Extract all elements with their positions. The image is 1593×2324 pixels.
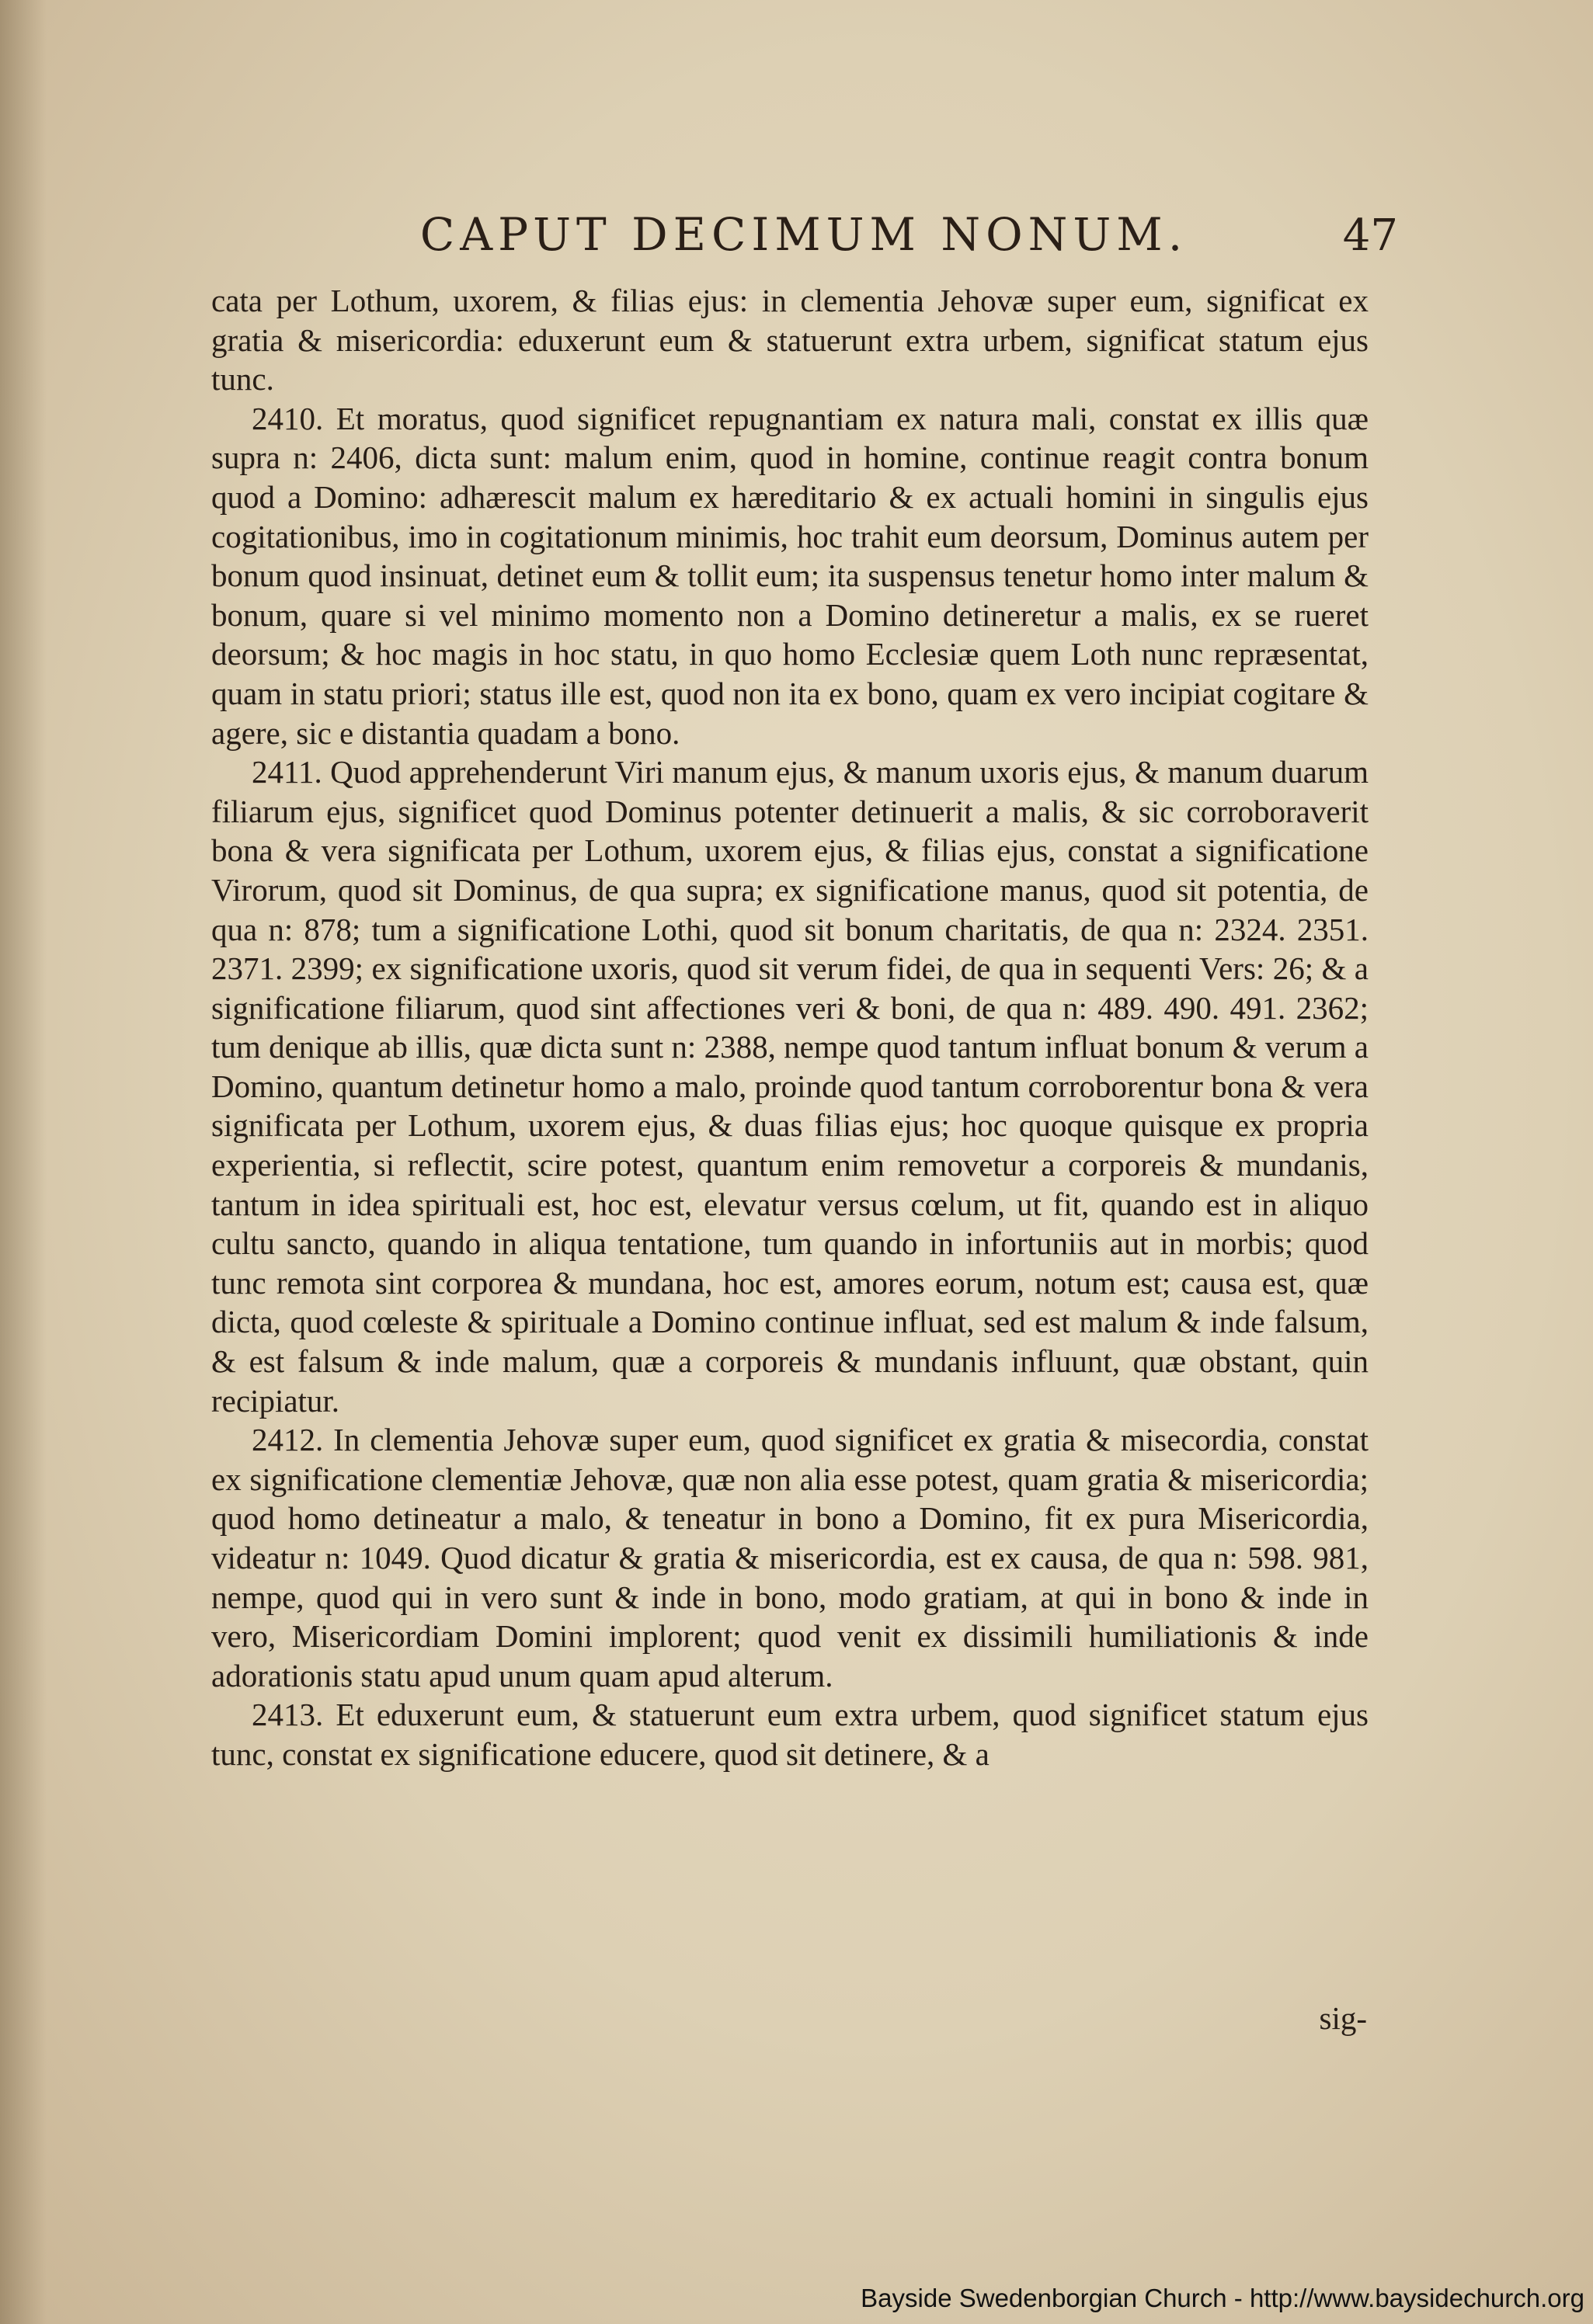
paragraph-2410: 2410. Et moratus, quod significet repugnantiam ex natura mali, constat ex illis quæ supra n: 2406, dicta sunt: malum enim, quod in homine, continue reagit contra bonum quod a Domino: adhærescit malum ex hæreditario & ex actuali homini in singulis ejus cogitationibus, imo in cogitationum minimis, hoc trahit eum deorsum, Dominus autem per bonum quod insinuat, detinet eum & tollit eum; ita suspensus tenetur homo inter malum & bonum, quare si vel minimo momento non a Domino detineretur a malis, ex se rueret deorsum; & hoc magis in hoc statu, in quo homo Ecclesiæ quem Loth nunc repræsentat, quam in statu priori; status ille est, quod non ita ex bono, quam ex vero incipiat cogitare & agere, sic e distantia quadam a bono. (211, 400, 1369, 751)
paragraph-2411: 2411. Quod apprehenderunt Viri manum ejus, & manum uxoris ejus, & manum duarum filiarum ejus, significet quod Dominus potenter detinuerit a malis, & sic corroboraverit bona & vera significata per Lothum, uxorem ejus, & filias ejus, constat a significatione Virorum, quod sit Dominus, de qua supra; ex significatione manus, quod sit potentia, de qua n: 878; tum a significatione Lothi, quod sit bonum charitatis, de qua n: 2324. 2351. 2371. 2399; ex significatione uxoris, quod sit verum fidei, de qua in sequenti Vers: 26; & a significatione filiarum, quod sint affectiones veri & boni, de qua n: 489. 490. 491. 2362; tum denique ab illis, quæ dicta sunt n: 2388, nempe quod tantum influat bonum & verum a Domino, quantum detinetur homo a malo, proinde quod tantum corroborentur bona & vera significata per Lothum, uxorem ejus, & duas filias ejus; hoc quoque quisque ex propria experientia, si reflectit, scire potest, quantum enim removetur a corporeis & mundanis, tantum in idea spirituali est, hoc est, elevatur versus cœlum, ut fit, quando est in aliquo cultu sancto, quando in aliqua tentatione, tum quando in infortuniis aut in morbis; quod tunc remota sint corporea & mundana, hoc est, amores eorum, notum est; causa est, quæ dicta, quod cœleste & spirituale a Domino continue influat, sed est malum & inde falsum, & est falsum & inde malum, quæ a corporeis & mundanis influunt, quæ obstant, quin recipiatur. (211, 754, 1369, 1419)
paragraph-2413: 2413. Et eduxerunt eum, & statuerunt eum extra urbem, quod significet statum ejus tunc, constat ex significatione educere, quod sit detinere, & a (211, 1697, 1369, 1772)
paragraph-continuation: cata per Lothum, uxorem, & filias ejus: in clementia Jehovæ super eum, significat ex gratia & misericordia: eduxerunt eum & statuerunt extra urbem, significat statum ejus tunc. (211, 283, 1369, 398)
footer-credit: Bayside Swedenborgian Church - http://www.baysidechurch.org (861, 2284, 1584, 2312)
body-text (211, 281, 1369, 1774)
page-number: 47 (1342, 210, 1398, 261)
page-edge-shadow (0, 0, 47, 2324)
paragraph-2412: 2412. In clementia Jehovæ super eum, quod significet ex gratia & misecordia, constat ex significatione clementiæ Jehovæ, quæ non alia esse potest, quam gratia & misericordia; quod homo detineatur a malo, & teneatur in bono a Domino, fit ex pura Misericordia, videatur n: 1049. Quod dicatur & gratia & misericordia, est ex causa, de qua n: 598. 981, nempe, quod qui in vero sunt & inde in bono, modo gratiam, at qui in bono & inde in vero, Misericordiam Domini implorent; quod venit ex dissimili humiliationis & inde adorationis statu apud unum quam apud alterum. (211, 1422, 1369, 1693)
catchword: sig- (1319, 2000, 1367, 2036)
running-head (0, 203, 1593, 266)
chapter-title: CAPUT DECIMUM NONUM. (419, 208, 1188, 261)
